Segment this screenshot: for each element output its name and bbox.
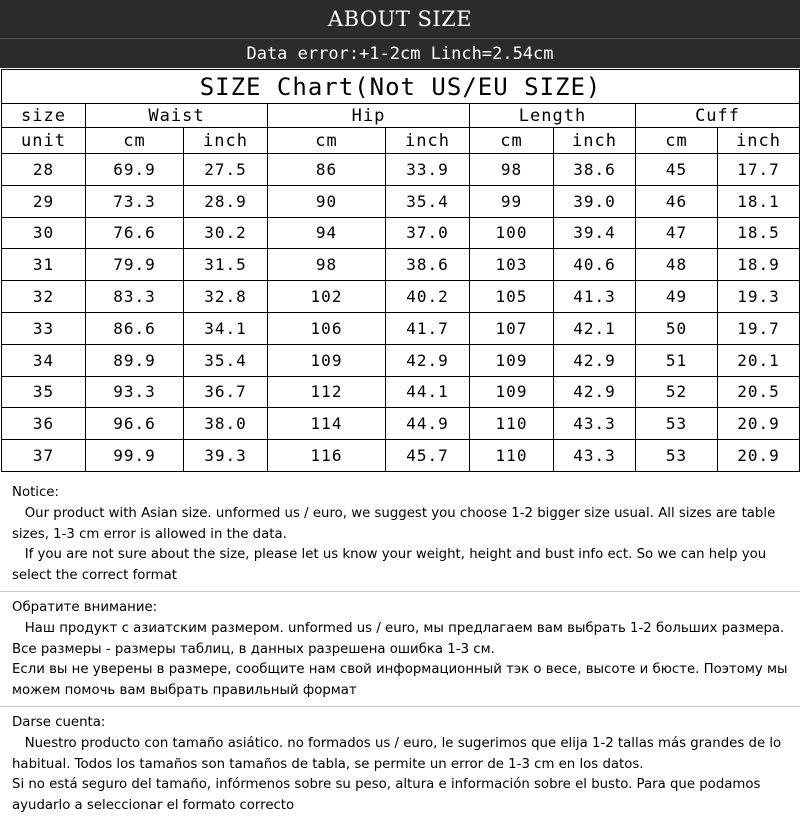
hip-cm-cell: 112	[268, 376, 386, 408]
waist-inch-cell: 38.0	[184, 408, 268, 440]
hip-inch-cell: 42.9	[386, 344, 470, 376]
length-inch-cell: 41.3	[554, 281, 636, 313]
length-cm-header: cm	[470, 128, 554, 154]
waist-cm-cell: 86.6	[86, 312, 184, 344]
length-cm-cell: 105	[470, 281, 554, 313]
cuff-cm-header: cm	[636, 128, 718, 154]
length-inch-cell: 39.4	[554, 217, 636, 249]
table-row	[2, 249, 800, 281]
cuff-inch-cell: 18.5	[718, 217, 800, 249]
cuff-inch-cell: 17.7	[718, 154, 800, 186]
table-row	[2, 408, 800, 440]
hip-cm-cell: 114	[268, 408, 386, 440]
waist-inch-cell: 34.1	[184, 312, 268, 344]
cuff-cm-cell: 53	[636, 440, 718, 472]
cuff-header: Cuff	[636, 104, 800, 128]
notice-text-en-1: Our product with Asian size. unformed us / euro, we suggest you choose 1-2 bigger size usual. All sizes are table sizes, 1-3 cm error is allowed in the data.	[12, 505, 780, 542]
hip-cm-cell: 86	[268, 154, 386, 186]
hip-cm-cell: 116	[268, 440, 386, 472]
cuff-inch-header: inch	[718, 128, 800, 154]
cuff-inch-cell: 19.3	[718, 281, 800, 313]
notice-heading-en: Notice:	[12, 485, 59, 500]
waist-inch-cell: 28.9	[184, 185, 268, 217]
cuff-inch-cell: 18.1	[718, 185, 800, 217]
about-size-title: ABOUT SIZE	[0, 0, 800, 38]
hip-inch-cell: 35.4	[386, 185, 470, 217]
waist-cm-cell: 89.9	[86, 344, 184, 376]
data-error-note: Data error:+1-2cm Linch=2.54cm	[0, 38, 800, 68]
cuff-cm-cell: 46	[636, 185, 718, 217]
hip-inch-cell: 40.2	[386, 281, 470, 313]
length-cm-cell: 98	[470, 154, 554, 186]
table-row	[2, 376, 800, 408]
table-row	[2, 344, 800, 376]
cuff-cm-cell: 47	[636, 217, 718, 249]
hip-inch-cell: 45.7	[386, 440, 470, 472]
length-header: Length	[470, 104, 636, 128]
cuff-cm-cell: 49	[636, 281, 718, 313]
waist-header: Waist	[86, 104, 268, 128]
hip-cm-header: cm	[268, 128, 386, 154]
length-cm-cell: 103	[470, 249, 554, 281]
length-cm-cell: 109	[470, 344, 554, 376]
divider	[0, 706, 800, 707]
length-cm-cell: 107	[470, 312, 554, 344]
size-cell: 35	[2, 376, 86, 408]
length-cm-cell: 109	[470, 376, 554, 408]
size-cell: 34	[2, 344, 86, 376]
size-cell: 28	[2, 154, 86, 186]
hip-cm-cell: 90	[268, 185, 386, 217]
size-chart-table	[1, 69, 800, 472]
size-chart-title: SIZE Chart(Not US/EU SIZE)	[2, 70, 800, 104]
waist-inch-cell: 36.7	[184, 376, 268, 408]
waist-cm-header: cm	[86, 128, 184, 154]
table-row	[2, 440, 800, 472]
notice-text-es-2: Si no está seguro del tamaño, infórmenos sobre su peso, altura e información sobre el busto. Para que podamos ayudarlo a seleccionar el formato correcto	[12, 777, 765, 814]
notice-heading-ru: Обратите внимание:	[12, 599, 158, 615]
table-row	[2, 281, 800, 313]
hip-cm-cell: 109	[268, 344, 386, 376]
size-cell: 36	[2, 408, 86, 440]
size-cell: 33	[2, 312, 86, 344]
length-inch-cell: 43.3	[554, 408, 636, 440]
size-cell: 37	[2, 440, 86, 472]
cuff-inch-cell: 20.9	[718, 440, 800, 472]
waist-inch-cell: 30.2	[184, 217, 268, 249]
size-cell: 29	[2, 185, 86, 217]
notice-text-ru-2: Если вы не уверены в размере, сообщите нам свой информационный тэк о весе, высоте и бюсте. Поэтому мы можем помочь вам выбрать правильный формат	[12, 662, 792, 699]
length-inch-cell: 42.9	[554, 376, 636, 408]
length-cm-cell: 110	[470, 408, 554, 440]
size-header: size	[2, 104, 86, 128]
waist-cm-cell: 69.9	[86, 154, 184, 186]
hip-cm-cell: 102	[268, 281, 386, 313]
length-inch-cell: 42.1	[554, 312, 636, 344]
hip-inch-header: inch	[386, 128, 470, 154]
waist-inch-cell: 27.5	[184, 154, 268, 186]
table-row	[2, 217, 800, 249]
waist-inch-cell: 35.4	[184, 344, 268, 376]
length-cm-cell: 110	[470, 440, 554, 472]
length-inch-cell: 38.6	[554, 154, 636, 186]
length-cm-cell: 100	[470, 217, 554, 249]
waist-inch-cell: 32.8	[184, 281, 268, 313]
waist-cm-cell: 99.9	[86, 440, 184, 472]
cuff-inch-cell: 18.9	[718, 249, 800, 281]
hip-cm-cell: 98	[268, 249, 386, 281]
table-row	[2, 185, 800, 217]
waist-cm-cell: 76.6	[86, 217, 184, 249]
unit-header: unit	[2, 128, 86, 154]
notice-text-en-2: If you are not sure about the size, please let us know your weight, height and bust info ect. So we can help you select the correct format	[12, 547, 771, 584]
cuff-cm-cell: 48	[636, 249, 718, 281]
waist-inch-header: inch	[184, 128, 268, 154]
length-inch-cell: 40.6	[554, 249, 636, 281]
hip-header: Hip	[268, 104, 470, 128]
cuff-inch-cell: 20.5	[718, 376, 800, 408]
hip-cm-cell: 106	[268, 312, 386, 344]
length-cm-cell: 99	[470, 185, 554, 217]
size-cell: 32	[2, 281, 86, 313]
waist-cm-cell: 83.3	[86, 281, 184, 313]
size-cell: 30	[2, 217, 86, 249]
hip-inch-cell: 33.9	[386, 154, 470, 186]
size-notes	[12, 483, 792, 817]
notice-text-ru-1: Наш продукт с азиатским размером. unformed us / euro, мы предлагаем вам выбрать 1-2 больших размера. Все размеры - размеры таблиц, в данных разрешена ошибка 1-3 см.	[12, 620, 789, 657]
table-row	[2, 154, 800, 186]
notice-text-es-1: Nuestro producto con tamaño asiático. no formados us / euro, le sugerimos que elija 1-2 tallas más grandes de lo habitual. Todos los tamaños son tamaños de tabla, se permite un error de 1-3 cm en los datos.	[12, 735, 786, 772]
waist-cm-cell: 73.3	[86, 185, 184, 217]
waist-inch-cell: 39.3	[184, 440, 268, 472]
length-inch-header: inch	[554, 128, 636, 154]
length-inch-cell: 42.9	[554, 344, 636, 376]
cuff-cm-cell: 52	[636, 376, 718, 408]
notice-heading-es: Darse cuenta:	[12, 714, 106, 730]
hip-inch-cell: 41.7	[386, 312, 470, 344]
hip-inch-cell: 37.0	[386, 217, 470, 249]
cuff-inch-cell: 19.7	[718, 312, 800, 344]
length-inch-cell: 43.3	[554, 440, 636, 472]
waist-inch-cell: 31.5	[184, 249, 268, 281]
hip-inch-cell: 44.1	[386, 376, 470, 408]
hip-inch-cell: 38.6	[386, 249, 470, 281]
length-inch-cell: 39.0	[554, 185, 636, 217]
cuff-inch-cell: 20.9	[718, 408, 800, 440]
waist-cm-cell: 96.6	[86, 408, 184, 440]
waist-cm-cell: 93.3	[86, 376, 184, 408]
cuff-cm-cell: 53	[636, 408, 718, 440]
hip-cm-cell: 94	[268, 217, 386, 249]
hip-inch-cell: 44.9	[386, 408, 470, 440]
divider	[0, 591, 800, 592]
cuff-inch-cell: 20.1	[718, 344, 800, 376]
table-row	[2, 312, 800, 344]
size-cell: 31	[2, 249, 86, 281]
cuff-cm-cell: 51	[636, 344, 718, 376]
cuff-cm-cell: 45	[636, 154, 718, 186]
cuff-cm-cell: 50	[636, 312, 718, 344]
waist-cm-cell: 79.9	[86, 249, 184, 281]
